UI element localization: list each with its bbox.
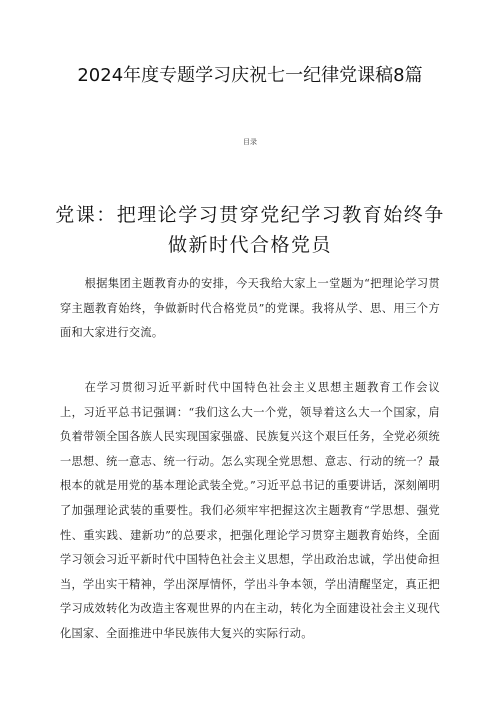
toc-label: 目录 [243,138,257,146]
body-paragraph-2: 在学习贯彻习近平新时代中国特色社会主义思想主题教育工作会议上，习近平总书记强调：“我们这么大一个党，领导着这么大一个国家，肩负着带领全国各族人民实现国家强盛、民族复兴这个艰巨任务，全党必须统一思想、统一意志、统一行动。怎么实现全党思想、意志、行动的统一？最根本的就是用党的基本理论武装全党。”习近平总书记的重要讲话，深刻阐明了加强理论武装的重要性。我们必须牢牢把握这次主题教育“学思想、强党性、重实践、建新功”的总要求，把强化理论学习贯穿主题教育始终，全面学习领会习近平新时代中国特色社会主义思想，学出政治忠诚，学出使命担当，学出实干精神，学出深厚情怀，学出斗争本领，学出清醒坚定，真正把学习成效转化为改造主客观世界的内在主动，转化为全面建设社会主义现代化国家、全面推进中华民族伟大复兴的实际行动。 [60,381,440,640]
document-title: 2024年度专题学习庆祝七一纪律党课稿8篇 [77,65,423,86]
lesson-title: 党课：把理论学习贯穿党纪学习教育始终争做新时代合格党员 [55,204,445,256]
body-paragraph-1: 根据集团主题教育办的安排，今天我给大家上一堂题为“把理论学习贯穿主题教育始终，争做新时代合格党员”的党课。我将从学、思、用三个方面和大家进行交流。 [60,277,440,340]
